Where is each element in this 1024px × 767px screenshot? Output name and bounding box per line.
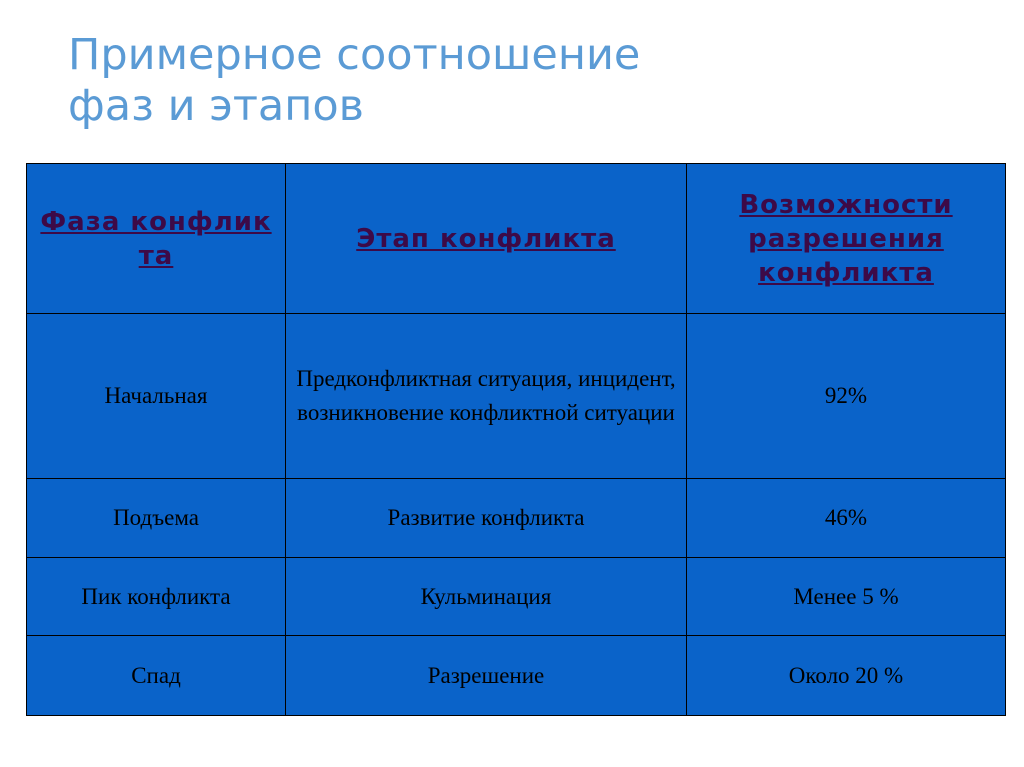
slide-title-line-1: Примерное соотношение <box>68 30 641 80</box>
cell-phase: Начальная <box>27 314 286 479</box>
table-row <box>27 636 1006 716</box>
cell-stage: Разрешение <box>286 636 687 716</box>
phase-stage-table <box>26 163 1006 716</box>
header-stage[interactable]: Этап конфликта <box>286 164 687 314</box>
header-resolution-chance[interactable]: Возможности разрешения конфликта <box>687 164 1006 314</box>
cell-resolution-chance: Менее 5 % <box>687 558 1006 636</box>
cell-resolution-chance: Около 20 % <box>687 636 1006 716</box>
cell-resolution-chance: 46% <box>687 479 1006 558</box>
table-row <box>27 479 1006 558</box>
cell-phase: Спад <box>27 636 286 716</box>
header-phase[interactable]: Фаза конфликта <box>27 164 286 314</box>
slide-title <box>68 30 640 132</box>
table-row <box>27 314 1006 479</box>
cell-phase: Пик конфликта <box>27 558 286 636</box>
cell-stage: Кульминация <box>286 558 687 636</box>
cell-stage: Предконфликтная ситуация, инцидент, возникновение конфликтной ситуации <box>286 314 687 479</box>
table-row <box>27 558 1006 636</box>
cell-phase: Подъема <box>27 479 286 558</box>
cell-stage: Развитие конфликта <box>286 479 687 558</box>
slide-title-line-2: фаз и этапов <box>68 81 365 131</box>
cell-resolution-chance: 92% <box>687 314 1006 479</box>
table-header-row <box>27 164 1006 314</box>
